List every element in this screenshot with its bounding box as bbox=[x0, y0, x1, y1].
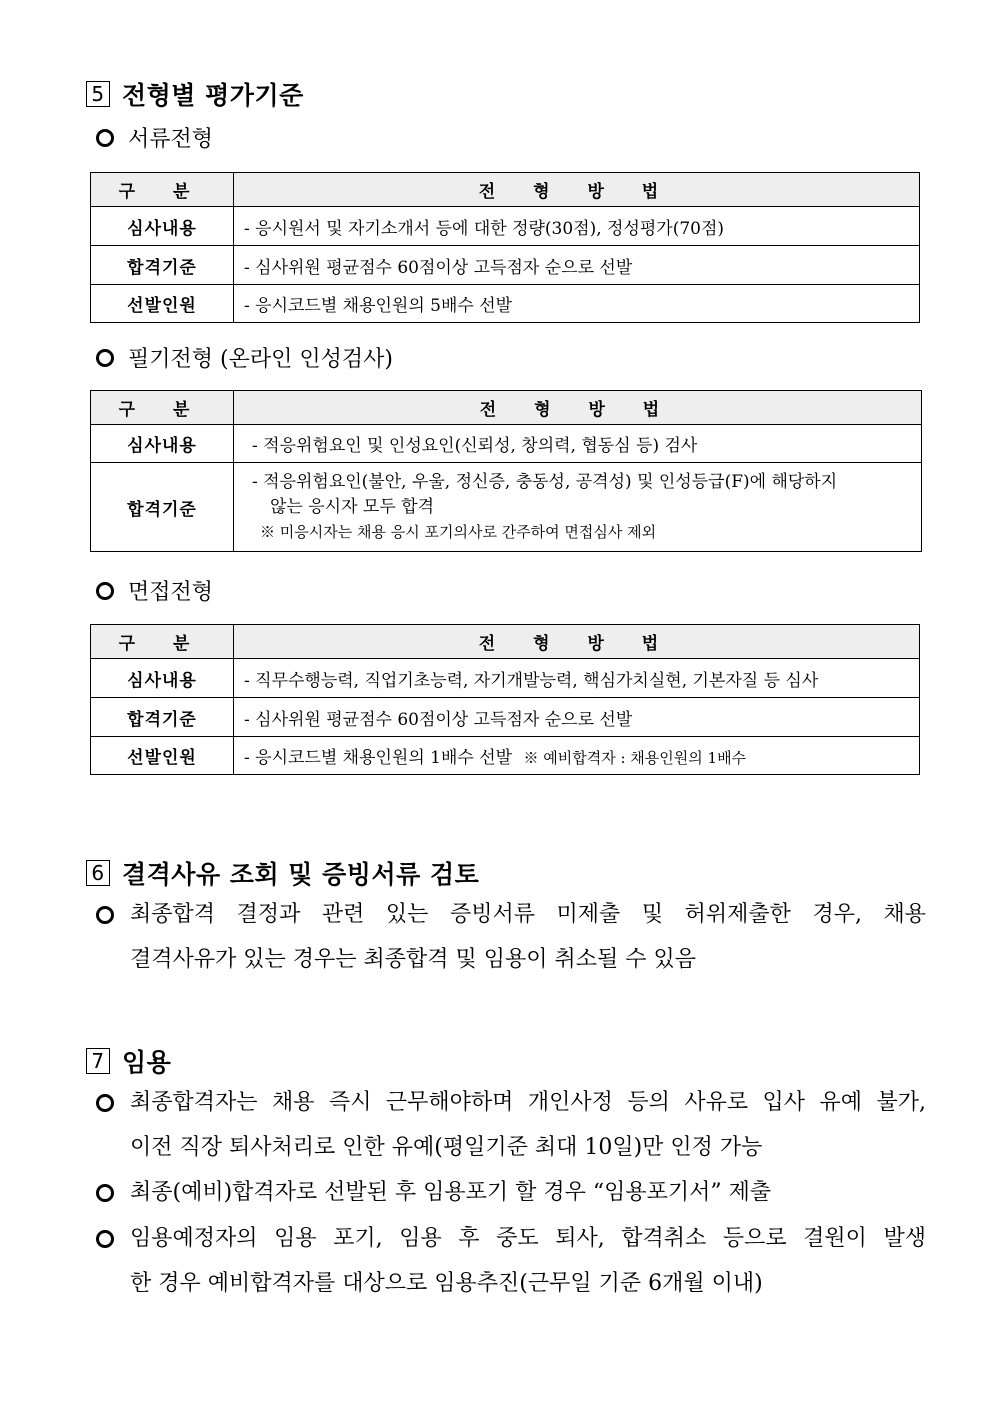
table-row bbox=[91, 207, 920, 246]
circle-bullet-icon bbox=[96, 1230, 114, 1248]
section-number: 6 bbox=[86, 860, 110, 886]
section-6-heading bbox=[86, 855, 479, 891]
item-first-line bbox=[96, 1170, 926, 1215]
subsection-title: 면접전형 bbox=[128, 580, 214, 605]
row-content-multiline bbox=[234, 463, 922, 552]
table-header-row bbox=[91, 391, 922, 425]
row-label: 합격기준 bbox=[91, 463, 234, 552]
row-content bbox=[234, 737, 920, 775]
section-7-item bbox=[96, 1080, 926, 1170]
row-content: - 적응위험요인 및 인성요인(신뢰성, 창의력, 협동심 등) 검사 bbox=[234, 425, 922, 463]
circle-bullet-icon bbox=[96, 1184, 114, 1202]
content-line: - 적응위험요인(불안, 우울, 정신증, 충동성, 공격성) 및 인성등급(F)에 해당하지 bbox=[252, 471, 838, 492]
item-text: 임용예정자의 임용 포기, 임용 후 중도 퇴사, 합격취소 등으로 결원이 발생 bbox=[130, 1226, 926, 1251]
item-text: 최종합격 결정과 관련 있는 증빙서류 미제출 및 허위제출한 경우, 채용 bbox=[130, 902, 926, 927]
interview-screening-table bbox=[90, 624, 920, 775]
table-header-row bbox=[91, 173, 920, 207]
row-label: 선발인원 bbox=[91, 285, 234, 323]
row-content: - 직무수행능력, 직업기초능력, 자기개발능력, 핵심가치실현, 기본자질 등 심사 bbox=[234, 659, 920, 698]
section-number: 7 bbox=[86, 1048, 110, 1074]
subsection-title: 서류전형 bbox=[128, 127, 214, 152]
item-text: 최종(예비)합격자로 선발된 후 임용포기 할 경우 “임용포기서” 제출 bbox=[130, 1180, 772, 1205]
header-method: 전 형 방 법 bbox=[234, 173, 920, 207]
table-row bbox=[91, 285, 920, 323]
content-note: ※ 미응시자는 채용 응시 포기의사로 간주하여 면접심사 제외 bbox=[260, 522, 657, 541]
table-row bbox=[91, 425, 922, 463]
row-content: - 심사위원 평균점수 60점이상 고득점자 순으로 선발 bbox=[234, 246, 920, 285]
row-content: - 응시코드별 채용인원의 5배수 선발 bbox=[234, 285, 920, 323]
section-number: 5 bbox=[86, 81, 110, 107]
circle-bullet-icon bbox=[96, 1094, 114, 1112]
content-line: 않는 응시자 모두 합격 bbox=[270, 496, 435, 517]
subsection-interview-screening bbox=[96, 575, 213, 606]
table-header-row bbox=[91, 625, 920, 659]
subsection-document-screening bbox=[96, 122, 213, 153]
item-second-line: 결격사유가 있는 경우는 최종합격 및 임용이 취소될 수 있음 bbox=[130, 947, 696, 972]
content-note: ※ 예비합격자 : 채용인원의 1배수 bbox=[523, 749, 747, 767]
table-row bbox=[91, 463, 922, 552]
subsection-written-screening bbox=[96, 342, 393, 373]
circle-bullet-icon bbox=[96, 349, 114, 367]
header-method: 전 형 방 법 bbox=[234, 625, 920, 659]
row-label: 심사내용 bbox=[91, 207, 234, 246]
item-text: 최종합격자는 채용 즉시 근무해야하며 개인사정 등의 사유로 입사 유예 불가, bbox=[130, 1090, 926, 1115]
content-text: - 응시코드별 채용인원의 1배수 선발 bbox=[244, 748, 513, 768]
document-screening-table bbox=[90, 172, 920, 323]
header-category: 구 분 bbox=[91, 391, 234, 425]
section-7-item bbox=[96, 1170, 926, 1215]
item-first-line bbox=[96, 1080, 926, 1125]
section-5-heading bbox=[86, 76, 304, 112]
row-label: 심사내용 bbox=[91, 659, 234, 698]
table-row bbox=[91, 737, 920, 775]
item-second-line: 한 경우 예비합격자를 대상으로 임용추진(근무일 기준 6개월 이내) bbox=[130, 1271, 763, 1296]
section-title: 전형별 평가기준 bbox=[122, 81, 304, 110]
row-label: 심사내용 bbox=[91, 425, 234, 463]
row-label: 합격기준 bbox=[91, 246, 234, 285]
section-6-item bbox=[96, 892, 926, 982]
row-label: 합격기준 bbox=[91, 698, 234, 737]
header-category: 구 분 bbox=[91, 173, 234, 207]
header-method: 전 형 방 법 bbox=[234, 391, 922, 425]
item-first-line bbox=[96, 1216, 926, 1261]
table-row bbox=[91, 659, 920, 698]
item-first-line bbox=[96, 892, 926, 937]
table-row bbox=[91, 698, 920, 737]
section-7-item bbox=[96, 1216, 926, 1306]
subsection-title: 필기전형 (온라인 인성검사) bbox=[128, 347, 393, 372]
table-row bbox=[91, 246, 920, 285]
row-content: - 응시원서 및 자기소개서 등에 대한 정량(30점), 정성평가(70점) bbox=[234, 207, 920, 246]
section-7-heading bbox=[86, 1043, 171, 1079]
circle-bullet-icon bbox=[96, 129, 114, 147]
circle-bullet-icon bbox=[96, 906, 114, 924]
section-title: 결격사유 조회 및 증빙서류 검토 bbox=[122, 860, 480, 889]
row-content: - 심사위원 평균점수 60점이상 고득점자 순으로 선발 bbox=[234, 698, 920, 737]
header-category: 구 분 bbox=[91, 625, 234, 659]
row-label: 선발인원 bbox=[91, 737, 234, 775]
circle-bullet-icon bbox=[96, 582, 114, 600]
section-title: 임용 bbox=[122, 1048, 172, 1077]
item-second-line: 이전 직장 퇴사처리로 인한 유예(평일기준 최대 10일)만 인정 가능 bbox=[130, 1135, 763, 1160]
written-screening-table bbox=[90, 390, 922, 552]
